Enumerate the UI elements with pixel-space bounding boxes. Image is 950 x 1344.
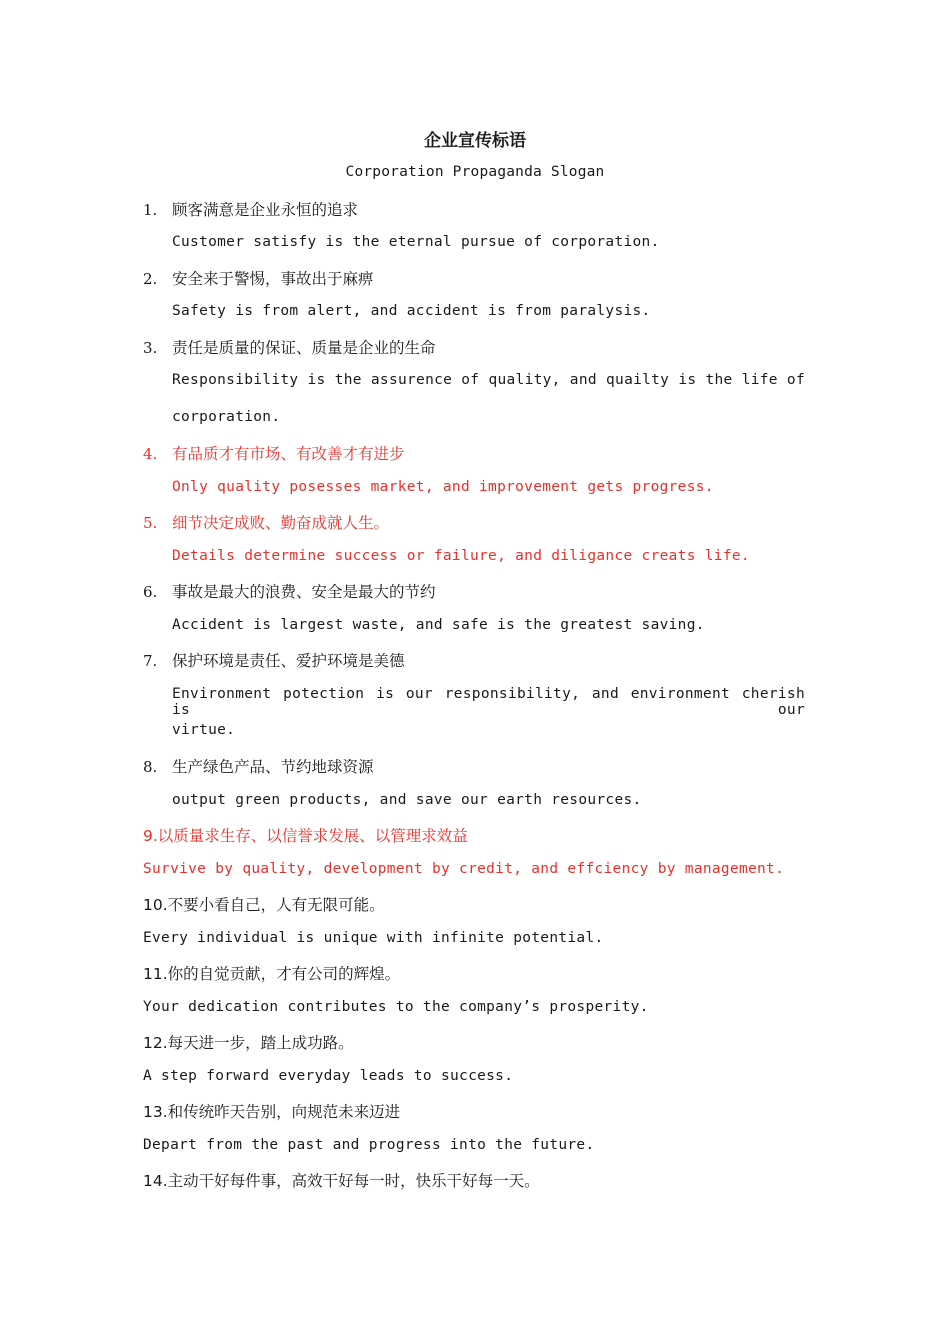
slogan-number: 1. — [143, 201, 158, 219]
slogan-text-zh: 安全来于警惕，事故出于麻痹 — [172, 270, 374, 288]
slogan-8-zh — [143, 755, 374, 777]
slogan-8-en: output green products, and save our earth resources. — [172, 792, 642, 808]
slogan-text-zh: 不要小看自己，人有无限可能。 — [167, 896, 385, 914]
slogan-number: 14. — [143, 1172, 168, 1190]
slogan-text-zh: 细节决定成败、勤奋成就人生。 — [172, 514, 390, 532]
slogan-13-zh — [143, 1100, 400, 1122]
slogan-text-zh: 顾客满意是企业永恒的追求 — [172, 201, 359, 219]
slogan-number: 10. — [143, 896, 168, 914]
slogan-12-zh — [143, 1031, 354, 1053]
slogan-5-en: Details determine success or failure, and diligance creats life. — [172, 548, 750, 564]
slogan-number: 8. — [143, 758, 158, 776]
slogan-text-zh: 责任是质量的保证、质量是企业的生命 — [172, 339, 436, 357]
slogan-number: 3. — [143, 339, 158, 357]
slogan-number: 9. — [143, 827, 158, 845]
slogan-text-zh: 每天进一步，踏上成功路。 — [167, 1034, 354, 1052]
slogan-number: 11. — [143, 965, 168, 983]
page-title: 企业宣传标语 — [424, 131, 526, 151]
slogan-10-zh — [143, 893, 385, 915]
slogan-1-en: Customer satisfy is the eternal pursue of corporation. — [172, 234, 660, 250]
slogan-13-en: Depart from the past and progress into the future. — [143, 1137, 595, 1153]
slogan-7-en-cont: virtue. — [172, 722, 236, 738]
slogan-7-en: Environment potection is our responsibility, and environment cherish is our — [172, 686, 805, 718]
slogan-3-en: Responsibility is the assurence of quality, and quailty is the life of — [172, 372, 805, 388]
slogan-2-zh — [143, 267, 374, 289]
slogan-6-zh — [143, 580, 436, 602]
slogan-9-zh — [143, 824, 468, 846]
slogan-10-en: Every individual is unique with infinite potential. — [143, 930, 604, 946]
slogan-3-en-cont: corporation. — [172, 409, 281, 425]
slogan-11-en: Your dedication contributes to the company’s prosperity. — [143, 999, 649, 1015]
slogan-3-zh — [143, 336, 436, 358]
slogan-text-zh: 和传统昨天告别，向规范未来迈进 — [167, 1103, 401, 1121]
slogan-text-zh: 保护环境是责任、爱护环境是美德 — [172, 652, 405, 670]
slogan-text-zh: 有品质才有市场、有改善才有进步 — [172, 445, 405, 463]
slogan-number: 6. — [143, 583, 158, 601]
slogan-4-zh — [143, 442, 405, 464]
slogan-11-zh — [143, 962, 400, 984]
slogan-9-en: Survive by quality, development by credit, and effciency by management. — [143, 861, 785, 877]
slogan-number: 2. — [143, 270, 158, 288]
slogan-2-en: Safety is from alert, and accident is from paralysis. — [172, 303, 651, 319]
slogan-number: 5. — [143, 514, 158, 532]
slogan-number: 7. — [143, 652, 158, 670]
slogan-text-zh: 主动干好每件事，高效干好每一时，快乐干好每一天。 — [167, 1172, 540, 1190]
slogan-text-zh: 以质量求生存、以信誉求发展、以管理求效益 — [157, 827, 468, 845]
slogan-4-en: Only quality posesses market, and improvement gets progress. — [172, 479, 714, 495]
slogan-text-zh: 事故是最大的浪费、安全是最大的节约 — [172, 583, 436, 601]
slogan-text-zh: 生产绿色产品、节约地球资源 — [172, 758, 374, 776]
slogan-number: 12. — [143, 1034, 168, 1052]
page-subtitle: Corporation Propaganda Slogan — [345, 164, 605, 180]
slogan-6-en: Accident is largest waste, and safe is the greatest saving. — [172, 617, 705, 633]
slogan-1-zh — [143, 198, 358, 220]
slogan-number: 4. — [143, 445, 158, 463]
slogan-14-zh — [143, 1169, 540, 1191]
slogan-5-zh — [143, 511, 389, 533]
slogan-7-zh — [143, 649, 405, 671]
slogan-text-zh: 你的自觉贡献，才有公司的辉煌。 — [167, 965, 401, 983]
slogan-12-en: A step forward everyday leads to success. — [143, 1068, 514, 1084]
slogan-number: 13. — [143, 1103, 168, 1121]
